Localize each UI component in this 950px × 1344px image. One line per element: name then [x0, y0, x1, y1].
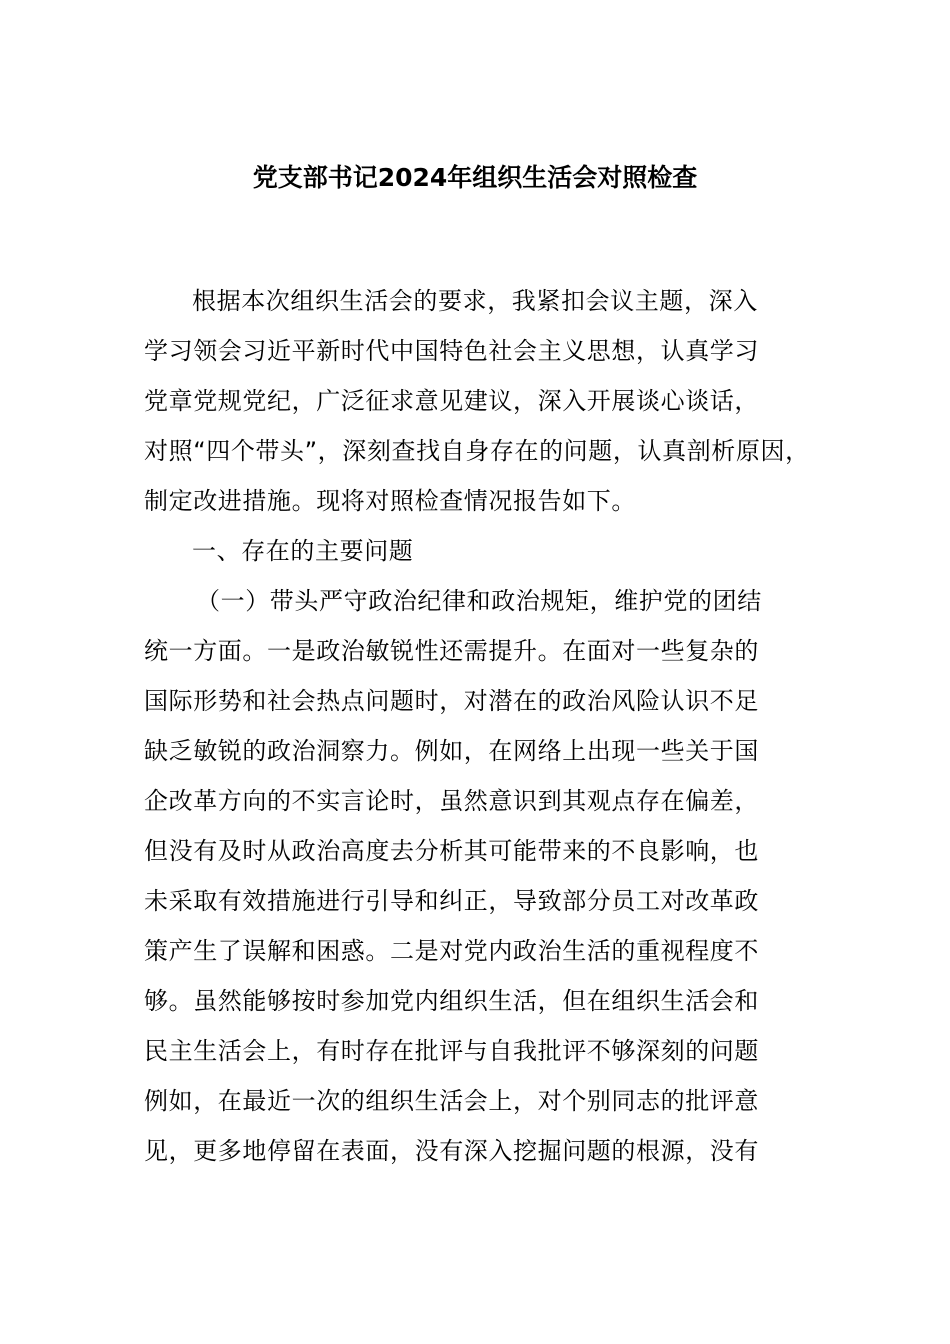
paragraph-line: 策产生了误解和困惑。二是对党内政治生活的重视程度不 [144, 937, 759, 965]
paragraph-line: 制定改进措施。现将对照检查情况报告如下。 [144, 487, 636, 515]
paragraph-line: 民主生活会上，有时存在批评与自我批评不够深刻的问题 [144, 1037, 759, 1065]
paragraph-line: 国际形势和社会热点问题时，对潜在的政治风险认识不足 [144, 687, 759, 715]
subsection-heading-line: （一）带头严守政治纪律和政治规矩，维护党的团结 [196, 587, 762, 615]
paragraph-line: 未采取有效措施进行引导和纠正，导致部分员工对改革政 [144, 887, 759, 915]
paragraph-line: 对照“四个带头”，深刻查找自身存在的问题，认真剖析原因， [144, 437, 810, 465]
paragraph-line: 企改革方向的不实言论时，虽然意识到其观点存在偏差， [144, 787, 759, 815]
paragraph-line: 见，更多地停留在表面，没有深入挖掘问题的根源，没有 [144, 1137, 759, 1165]
section-heading: 一、存在的主要问题 [192, 537, 414, 565]
paragraph-line: 根据本次组织生活会的要求，我紧扣会议主题，深入 [192, 287, 758, 315]
paragraph-line: 缺乏敏锐的政治洞察力。例如，在网络上出现一些关于国 [144, 737, 759, 765]
paragraph-line: 够。虽然能够按时参加党内组织生活，但在组织生活会和 [144, 987, 759, 1015]
paragraph-line: 但没有及时从政治高度去分析其可能带来的不良影响，也 [144, 837, 759, 865]
document-title: 党支部书记2024年组织生活会对照检查 [252, 163, 698, 192]
paragraph-line: 学习领会习近平新时代中国特色社会主义思想，认真学习 [144, 337, 759, 365]
paragraph-line: 例如，在最近一次的组织生活会上，对个别同志的批评意 [144, 1087, 759, 1115]
paragraph-line: 党章党规党纪，广泛征求意见建议，深入开展谈心谈话， [144, 387, 759, 415]
paragraph-line: 统一方面。一是政治敏锐性还需提升。在面对一些复杂的 [144, 637, 759, 665]
